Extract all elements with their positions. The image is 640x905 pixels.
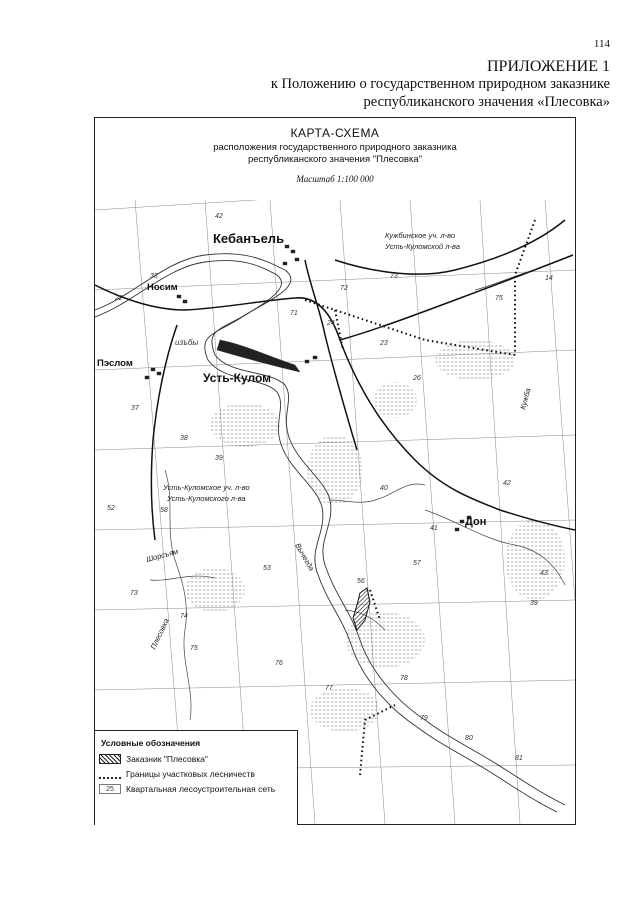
place-ust-kulom: Усть-Кулом bbox=[203, 371, 271, 385]
quarter-number: 26 bbox=[413, 375, 421, 382]
quarter-number: 42 bbox=[215, 213, 223, 220]
legend-row-boundary bbox=[99, 767, 297, 780]
river-kuzhba-label: Кужба bbox=[518, 387, 533, 411]
quarter-number: 74 bbox=[180, 613, 188, 620]
legend-title: Условные обозначения bbox=[101, 738, 201, 748]
river-plesovka-label: Плесовка bbox=[148, 616, 171, 651]
legend-boundary-label: Границы участковых лесничеств bbox=[126, 768, 255, 779]
quarter-number: 43 bbox=[540, 570, 548, 577]
quarter-number: 24 bbox=[327, 320, 335, 327]
quarter-number: 73 bbox=[130, 590, 138, 597]
quarter-number: 22 bbox=[115, 295, 123, 302]
quarter-number: 73 bbox=[390, 273, 398, 280]
map-legend bbox=[95, 730, 298, 825]
quarter-number: 23 bbox=[380, 340, 388, 347]
forestry-label-uk-2: Усть-Куломского л-ва bbox=[167, 494, 246, 503]
page-number: 114 bbox=[593, 38, 610, 50]
appendix-subtitle-1: к Положению о государственном природном заказнике bbox=[270, 76, 610, 92]
river-vychegda-label: Вычегда bbox=[293, 541, 317, 573]
quarter-number: 80 bbox=[465, 735, 473, 742]
legend-row-grid bbox=[99, 782, 297, 795]
quarter-number: 57 bbox=[413, 560, 421, 567]
quarter-number: 75 bbox=[190, 645, 198, 652]
quarter-number: 79 bbox=[420, 715, 428, 722]
quarter-number: 78 bbox=[400, 675, 408, 682]
map-scale: Масштаб 1:100 000 bbox=[296, 174, 374, 184]
forestry-label-kuzh-2: Усть-Куломской л-ва bbox=[385, 242, 460, 251]
map-subtitle-2: республиканского значения "Плесовка" bbox=[247, 154, 423, 165]
quarter-number: 76 bbox=[275, 660, 283, 667]
forestry-label-uk-1: Усть-Куломское уч. л-во bbox=[163, 483, 250, 492]
hatch-swatch-icon bbox=[99, 754, 121, 764]
place-don: Дон bbox=[465, 516, 487, 528]
quarter-number: 40 bbox=[380, 485, 388, 492]
river-shorsyam-label: Шорсъям bbox=[145, 546, 180, 564]
quarter-number: 14 bbox=[545, 275, 553, 282]
quarter-number: 72 bbox=[340, 285, 348, 292]
quarter-number: 52 bbox=[107, 505, 115, 512]
place-nosim: Носим bbox=[147, 282, 178, 293]
map-subtitle-1: расположения государственного природного заказника bbox=[213, 142, 457, 153]
quarter-number: 77 bbox=[325, 685, 333, 692]
quarter-number: 56 bbox=[357, 578, 365, 585]
appendix-title: ПРИЛОЖЕНИЕ 1 bbox=[486, 58, 610, 75]
map-header bbox=[95, 118, 575, 200]
dotted-line-icon bbox=[99, 769, 121, 779]
quarter-number: 58 bbox=[160, 507, 168, 514]
quarter-number: 81 bbox=[515, 755, 523, 762]
quarter-number: 75 bbox=[495, 295, 503, 302]
place-kebanyel: Кебанъель bbox=[213, 231, 285, 246]
quarter-number: 41 bbox=[430, 525, 438, 532]
map-frame bbox=[94, 117, 576, 825]
quarter-number: 71 bbox=[290, 310, 298, 317]
quarter-number: 33 bbox=[150, 273, 158, 280]
quarter-number: 39 bbox=[530, 600, 538, 607]
legend-reserve-label: Заказник "Плесовка" bbox=[126, 753, 208, 764]
forestry-label-kuzh-1: Кужбинское уч. л-во bbox=[385, 231, 456, 240]
place-izby: изъбы bbox=[175, 338, 199, 347]
place-peslom: Пэслом bbox=[97, 358, 133, 369]
quarter-number: 37 bbox=[131, 405, 139, 412]
quarter-number: 39 bbox=[215, 455, 223, 462]
legend-grid-label: Квартальная лесоустроительная сеть bbox=[126, 783, 276, 794]
map-title: КАРТА-СХЕМА bbox=[290, 126, 380, 140]
grid-cell-icon: 25 bbox=[99, 784, 121, 794]
appendix-subtitle-2: республиканского значения «Плесовка» bbox=[363, 94, 610, 110]
quarter-number: 42 bbox=[503, 480, 511, 487]
legend-row-reserve bbox=[99, 752, 297, 765]
marsh-areas bbox=[185, 340, 565, 732]
quarter-number: 53 bbox=[263, 565, 271, 572]
quarter-number: 38 bbox=[180, 435, 188, 442]
